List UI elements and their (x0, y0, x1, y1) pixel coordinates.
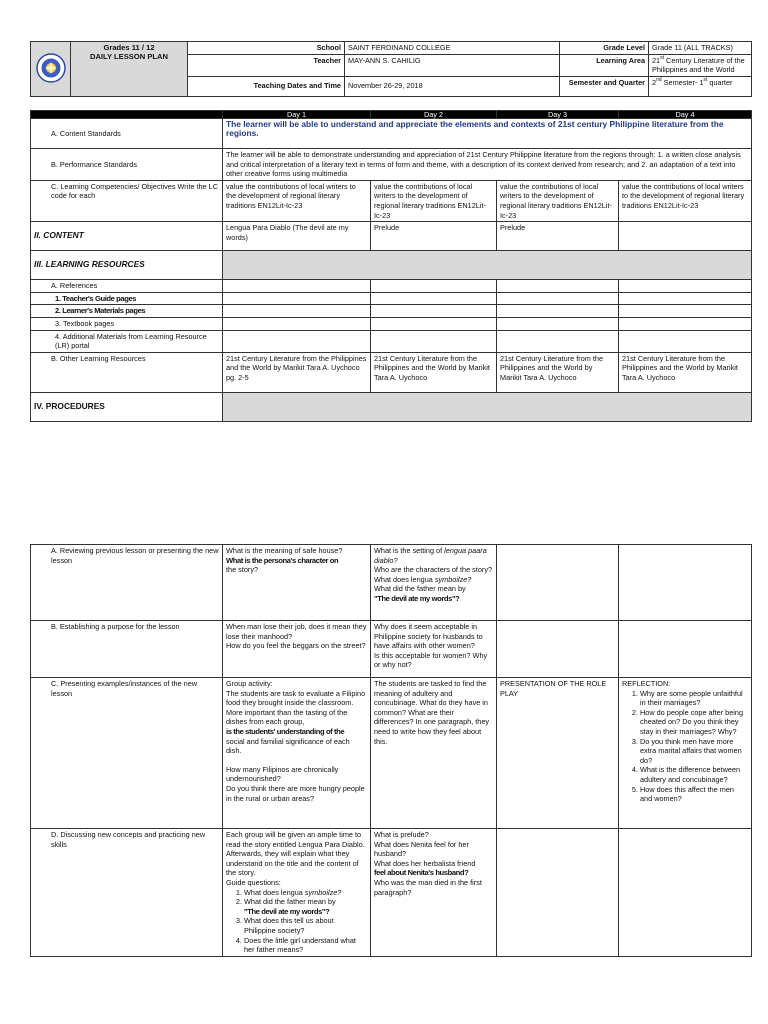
proc-a-d2-q5: "The devil ate my words"? (374, 593, 460, 603)
grade-level-label: Grade Level (560, 42, 649, 55)
other-resources-row (31, 352, 752, 392)
content-standards-value: The learner will be able to understand and appreciate the elements and contexts of 21st century Philippine literature from the regions. (223, 119, 752, 149)
proc-a-d2-q4: What did the father mean by (374, 584, 466, 594)
day-4-header: Day 4 (619, 111, 752, 119)
proc-b-row (31, 621, 752, 678)
content-section-label: II. CONTENT (31, 222, 223, 251)
proc-d-d2-q3: What does her herbalista friend (374, 858, 476, 868)
learners-materials-label: 2. Learner's Materials pages (31, 305, 223, 318)
learning-area-text: 21st Century Literature of the Philippines and the World (652, 54, 745, 75)
teachers-guide-label: 1. Teacher's Guide pages (31, 292, 223, 305)
reflection-item: 5. How does this affect the men and women? (640, 785, 748, 804)
competencies-label: C. Learning Competencies/ Objectives Write the LC code for each (31, 180, 223, 221)
content-day-2: Prelude (371, 222, 497, 251)
reflection-item: 1. Why are some people unfaithful in their marriages? (640, 689, 748, 708)
reflection-item: 3. Do you think men have more extra marital affairs that women do? (640, 737, 748, 766)
school-label: School (188, 42, 345, 55)
learning-resources-label: III. LEARNING RESOURCES (31, 251, 223, 280)
deped-seal-icon (36, 53, 66, 83)
proc-a-row (31, 545, 752, 621)
plan-title-cell (71, 42, 188, 97)
other-resources-label: B. Other Learning Resources (31, 352, 223, 392)
title-daily-lesson-plan: DAILY LESSON PLAN (89, 52, 169, 61)
proc-a-d2-q1-text: What is the setting of (374, 546, 445, 555)
proc-c-day-3: PRESENTATION OF THE ROLE PLAY (497, 678, 619, 829)
learners-materials-row (31, 305, 752, 318)
other-resources-day-4: 21st Century Literature from the Philippines and the World by Marikit Tara A. Uychoco (619, 352, 752, 392)
proc-a-d2-q1-italic: lengua paara diablo? (374, 546, 487, 565)
content-day-3: Prelude (497, 222, 619, 251)
guide-question (244, 888, 367, 898)
day-3-header: Day 3 (497, 111, 619, 119)
semester-value (649, 76, 752, 96)
proc-d-d1-intro: Each group will be given an ample time to read the story entitled Lengua Para Diablo. Afterwards, they will explain what they understand on the title and the content of the story. (226, 830, 365, 878)
learning-area-value (649, 54, 752, 76)
guide-q1-italic: symboilze? (304, 887, 342, 897)
references-label: A. References (31, 280, 223, 293)
reflection-item: 4. What is the difference between adultery and concubinage? (640, 765, 748, 784)
learning-area-label: Learning Area (560, 54, 649, 76)
proc-c-day-4 (619, 678, 752, 829)
dates-label: Teaching Dates and Time (188, 76, 345, 96)
performance-standards-row (31, 149, 752, 181)
proc-a-d1-q2: What is the persona's character on (226, 555, 339, 565)
proc-c-d1-e: How many Filipinos are chronically undernourished? (226, 764, 339, 784)
reflection-title: REFLECTION: (622, 679, 671, 688)
proc-a-day-3 (497, 545, 619, 621)
proc-b-d2-q1: Why does it seem acceptable in Philippine society for husbands to have affairs with other women? (374, 622, 483, 651)
lesson-table-page1 (30, 110, 752, 422)
procedures-row (31, 392, 752, 421)
guide-questions-list (226, 888, 367, 955)
day-header-row (31, 111, 752, 119)
proc-d-d1-guide: Guide questions: (226, 877, 281, 887)
competency-day-3: value the contributions of local writers to the development of regional literary traditions EN12Lit-Ic-23 (497, 180, 619, 221)
procedures-fill (223, 392, 752, 421)
proc-c-d1-a: Group activity: (226, 679, 273, 688)
proc-c-d1-f: Do you think there are more hungry people in the rural or urban areas? (226, 783, 365, 803)
proc-c-day-1 (223, 678, 371, 829)
grade-level-value: Grade 11 (ALL TRACKS) (649, 42, 752, 55)
proc-b-day-3 (497, 621, 619, 678)
content-day-4 (619, 222, 752, 251)
proc-d-d2-q1: What is prelude? (374, 830, 429, 839)
reflection-list (622, 689, 748, 804)
proc-b-label: B. Establishing a purpose for the lesson (31, 621, 223, 678)
content-row (31, 222, 752, 251)
teacher-value: MAY-ANN S. CAHILIG (345, 54, 560, 76)
guide-q2-bold: "The devil ate my words"? (244, 906, 330, 916)
proc-a-d2-q3-text: What does lengua (374, 574, 435, 584)
competency-day-4: value the contributions of local writers to the development of regional literary traditions EN12Lit-Ic-23 (619, 180, 752, 221)
proc-c-d1-c: is the students' understanding of the (226, 726, 345, 736)
proc-b-d1-q1: When man lose their job, does it mean they lose their manhood? (226, 622, 367, 641)
performance-standards-label: B. Performance Standards (31, 149, 223, 181)
proc-b-day-2 (371, 621, 497, 678)
guide-question: 3. What does this tell us about Philippine society? (244, 916, 367, 935)
proc-c-day-2: The students are tasked to find the meaning of adultery and concubinage. What do they have in common? What are their differences? In one paragraph, they need to write how they feel about this. (371, 678, 497, 829)
deped-seal-cell (31, 42, 71, 97)
content-standards-row (31, 119, 752, 149)
proc-a-d1-q3: the story? (226, 565, 259, 575)
proc-b-d1-q2: How do you feel the beggars on the street? (226, 641, 366, 651)
proc-c-label: C. Presenting examples/instances of the new lesson (31, 678, 223, 829)
reflection-item: 2. How do people cope after being cheated on? Do you think they stay in their marriages? Why? (640, 708, 748, 737)
proc-a-d2-q2: Who are the characters of the story? (374, 565, 493, 575)
competencies-row (31, 180, 752, 221)
header-table (30, 41, 752, 97)
proc-b-day-4 (619, 621, 752, 678)
learning-resources-fill (223, 251, 752, 280)
proc-d-day-1 (223, 829, 371, 957)
competency-day-1: value the contributions of local writers to the development of regional literary traditions EN12Lit-Ic-23 (223, 180, 371, 221)
guide-q2-text: What did the father mean by (244, 897, 336, 907)
textbook-row (31, 317, 752, 330)
proc-a-d2-q3-italic: symboilze? (434, 574, 472, 584)
school-value: SAINT FERDINAND COLLEGE (345, 42, 560, 55)
additional-materials-label: 4. Additional Materials from Learning Resource (LR) portal (31, 330, 223, 352)
proc-a-d2-q3 (374, 575, 493, 585)
proc-b-day-1 (223, 621, 371, 678)
proc-a-label: A. Reviewing previous lesson or presenting the new lesson (31, 545, 223, 621)
proc-d-d2-q5: Who was the man died in the first paragraph? (374, 877, 482, 897)
other-resources-day-1: 21st Century Literature from the Philippines and the World by Marikit Tara A. Uychoco pg. 2-5 (223, 352, 371, 392)
other-resources-day-3: 21st Century Literature from the Philippines and the World by Marikit Tara A. Uychoco (497, 352, 619, 392)
proc-a-d1-q1: What is the meaning of safe house? (226, 546, 343, 555)
performance-standards-value: The learner will be able to demonstrate understanding and appreciation of 21st Century Philippine literature from the regions through: 1. a written close analysis and critical interpretation of a literary text in terms of form and theme, with a description of its context derived from research; and 2. an adaptation of a text into other creative forms using multimedia (223, 149, 752, 181)
proc-c-d1-d: social and familial significance of each dish. (226, 736, 350, 756)
proc-a-d2-q1 (374, 546, 493, 565)
references-row (31, 280, 752, 293)
proc-d-day-3 (497, 829, 619, 957)
textbook-label: 3. Textbook pages (31, 317, 223, 330)
day-2-header: Day 2 (371, 111, 497, 119)
procedures-label: IV. PROCEDURES (31, 392, 223, 421)
lesson-table-page2 (30, 544, 752, 957)
teacher-label: Teacher (188, 54, 345, 76)
other-resources-day-2: 21st Century Literature from the Philippines and the World by Marikit Tara A. Uychoco (371, 352, 497, 392)
proc-d-d2-q4: feel about Nenita's husband? (374, 868, 469, 878)
semester-label: Semester and Quarter (560, 76, 649, 96)
guide-q1-text: What does lengua (244, 887, 305, 897)
proc-d-day-4 (619, 829, 752, 957)
day-1-header: Day 1 (223, 111, 371, 119)
proc-d-row (31, 829, 752, 957)
guide-question (244, 897, 367, 916)
title-grades: Grades 11 / 12 (103, 43, 155, 52)
learning-resources-row (31, 251, 752, 280)
guide-question: 4. Does the little girl understand what her father means? (244, 936, 367, 955)
proc-a-day-4 (619, 545, 752, 621)
proc-a-day-2 (371, 545, 497, 621)
additional-materials-row (31, 330, 752, 352)
proc-c-d1-b: The students are task to evaluate a Filipino food they brought inside the classroom. More important than the tasting of the dishes from each group, (226, 688, 366, 727)
proc-a-day-1 (223, 545, 371, 621)
proc-b-d2-q2: Is this acceptable for women? Why or why not? (374, 650, 488, 670)
competency-day-2: value the contributions of local writers to the development of regional literary traditions EN12Lit-Ic-23 (371, 180, 497, 221)
semester-text: 2nd Semester- 1st quarter (652, 76, 733, 87)
teachers-guide-row (31, 292, 752, 305)
proc-d-day-2 (371, 829, 497, 957)
content-standards-label: A. Content Standards (31, 119, 223, 149)
dates-value: November 26-29, 2018 (345, 76, 560, 96)
proc-c-row (31, 678, 752, 829)
proc-d-label: D. Discussing new concepts and practicing new skills (31, 829, 223, 957)
proc-d-d2-q2: What does Nenita feel for her husband? (374, 839, 469, 859)
content-day-1: Lengua Para Diablo (The devil ate my words) (223, 222, 371, 251)
